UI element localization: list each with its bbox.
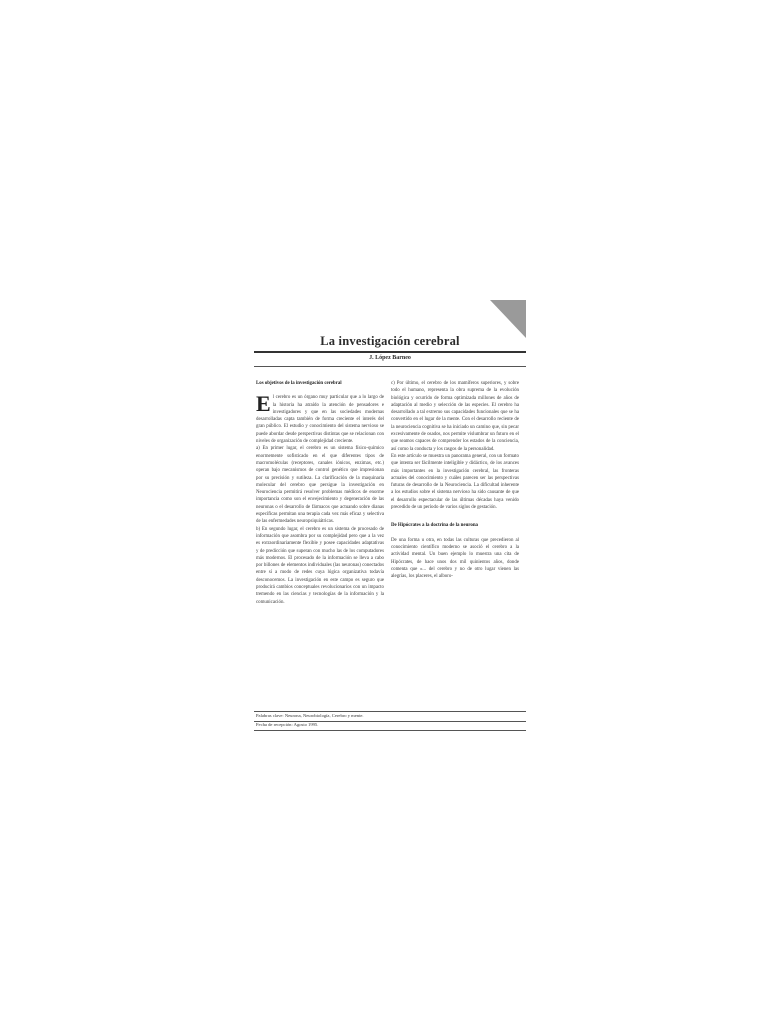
left-column xyxy=(256,380,384,606)
paragraph xyxy=(256,391,384,445)
paragraph: c) Por último, el cerebro de los mamíferos superiores, y sobre todo el humano, representa la obra suprema de la evolución biológica y ocurrido de forma optimizada millones de años de adaptación al medio y selección de las especies. El cerebro ha desarrollado a tal extremo sus capacidades funcionales que se ha convertido en el lugar de la mente. Con el desarrollo reciente de la neurociencia cognitiva se ha iniciado un camino que, sin pecar excesivamente de osados, nos permite vislumbrar un futuro en el que seamos capaces de comprender los estados de la conciencia, así como la conducta y los rasgos de la personalidad. xyxy=(391,381,519,452)
paragraph: a) En primer lugar, el cerebro es un sistema físico-químico enormemente sofisticado en el que diferentes tipos de macromoléculas (receptores, canales iónicos, enzimas, etc.) operan bajo mecanismos de control genético que impresionan por su precisión y sutileza. La clarificación de la maquinaria molecular del cerebro que persigue la investigación en Neurociencia permitirá resolver problemas médicos de enorme importancia como son el envejecimiento y degeneración de las neuronas o el desarrollo de fármacos que actuando sobre dianas específicas permitan una terapia cada vez más eficaz y selectiva de las enfermedades neuropsiquiátricas. xyxy=(256,446,384,525)
section-heading: Los objetivos de la investigación cerebral xyxy=(256,381,342,386)
right-column xyxy=(391,380,519,580)
paragraph: De una forma u otra, en todas las culturas que precedieron al conocimiento científico moderno se asoció el cerebro a la actividad mental. Un buen ejemplo lo muestra una cita de Hipócrates, de hace unos dos mil quinientos años, donde comenta que «... del cerebro y no de otro lugar vienen las alegrías, los placeres, el alboro- xyxy=(391,537,519,580)
paragraph: En este artículo se muestra un panorama general, con un formato que intenta ser fácilmente inteligible y didáctico, de los avances más importantes en la investigación cerebral, las fronteras actuales del conocimiento y cuáles parecen ser las perspectivas futuras de desarrollo de la Neurociencia. La dificultad inherente a los estudios sobre el sistema nervioso ha sido causante de que el desarrollo espectacular de las últimas décadas haya venido precedido de un período de varios siglos de gestación. xyxy=(391,453,519,511)
drop-cap: E xyxy=(256,391,271,417)
author-rule xyxy=(254,366,526,367)
received-date-line: Fecha de recepción: Agosto 1995. xyxy=(256,722,319,727)
paragraph: b) En segundo lugar, el cerebro es un sistema de procesado de información que asombra por su complejidad pero que a la vez es extraordinariamente flexible y posee capacidades adaptativas y de predicción que superan con mucho las de los computadores más modernos. El procesado de la información se lleva a cabo por billones de elementos individuales (las neuronas) conectados entre sí a modo de redes cuya lógica organizativa todavía desconocemos. La investigación en este campo es seguro que producirá cambios conceptuales revolucionarios con un impacto tremendo en las ciencias y tecnologías de la información y la comunicación. xyxy=(256,526,384,605)
footer-rule-bottom xyxy=(254,730,526,731)
article-author: J. López Barneo xyxy=(369,355,411,361)
footer-rule-top xyxy=(254,711,526,712)
section-heading: De Hipócrates a la doctrina de la neurona xyxy=(391,523,478,529)
title-rule xyxy=(254,351,526,353)
keywords-line: Palabras clave: Neurona, Neurobiología, Cerebro y mente. xyxy=(256,713,364,718)
paragraph-text: l cerebro es un órgano muy particular que a lo largo de la historia ha atraído la atención de pensadores e investigadores y que en las sociedades modernas desarrolladas capta también de forma creciente el interés del gran público. El estudio y conocimiento del sistema nervioso se puede abordar desde perspectivas distintas que se relacionan con niveles de organización de complejidad creciente. xyxy=(256,395,384,445)
corner-decoration xyxy=(490,300,526,338)
article-title: La investigación cerebral xyxy=(320,334,460,348)
